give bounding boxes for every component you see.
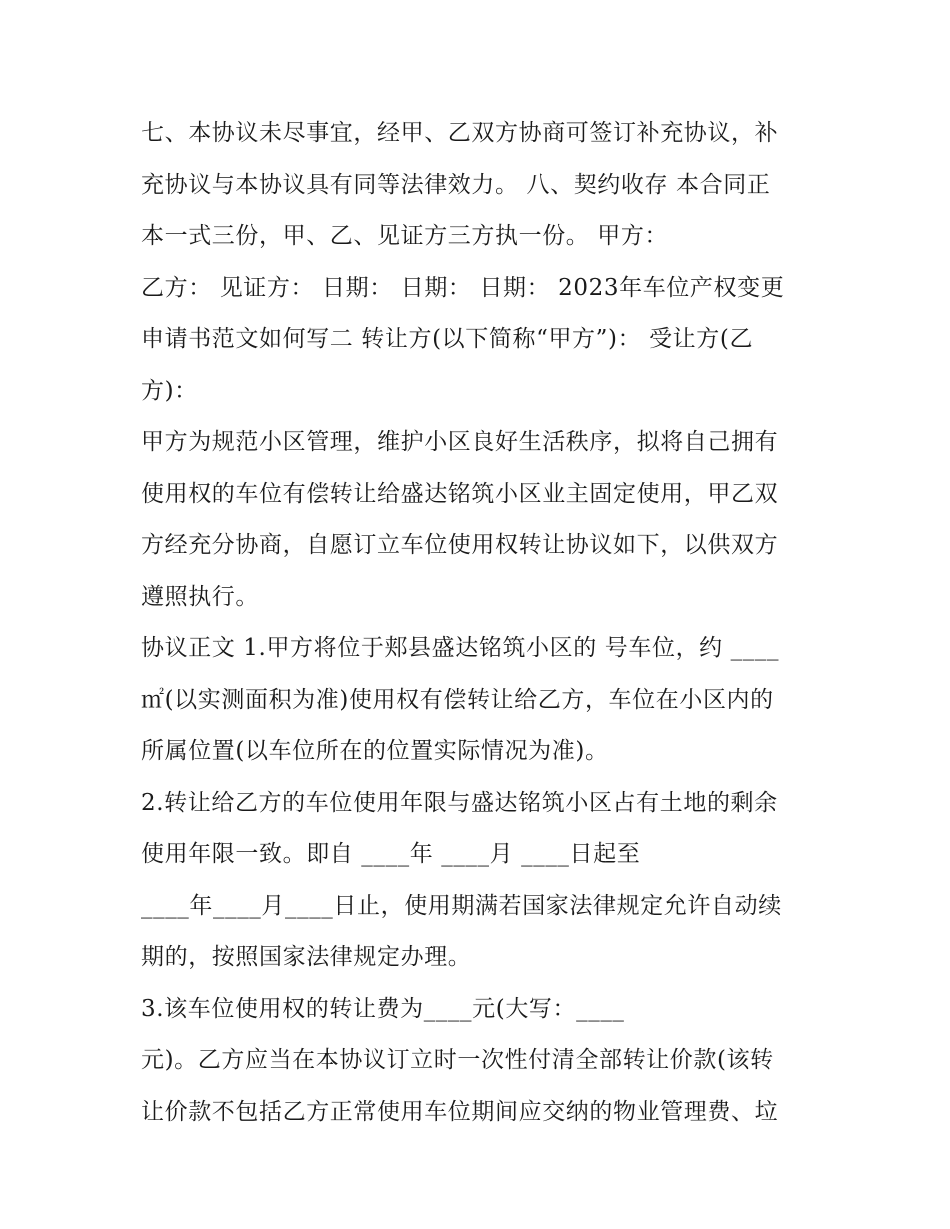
text-line: 乙方： 见证方： 日期： 日期： 日期： 2023年车位产权变更 xyxy=(141,274,785,301)
text-line: 元)。乙方应当在本协议订立时一次性付清全部转让价款(该转 xyxy=(141,1047,774,1073)
text-line: 期的，按照国家法律规定办理。 xyxy=(141,944,472,970)
text-line: 所属位置(以车位所在的位置实际情况为准)。 xyxy=(141,738,609,764)
text-line: 使用权的车位有偿转让给盛达铭筑小区业主固定使用，甲乙双 xyxy=(141,480,779,507)
text-line: 方经充分协商，自愿订立车位使用权转让协议如下，以供双方 xyxy=(141,532,779,558)
text-line: 充协议与本协议具有同等法律效力。 八、契约收存 本合同正 xyxy=(141,171,771,198)
text-line: 甲方为规范小区管理，维护小区良好生活秩序，拟将自己拥有 xyxy=(141,429,779,455)
document-body xyxy=(141,108,813,1138)
text-line: 2.转让给乙方的车位使用年限与盛达铭筑小区占有土地的剩余 xyxy=(141,789,778,816)
text-line: 使用年限一致。即自 ____年 ____月 ____日起至 xyxy=(141,841,641,867)
text-line: 协议正文 1.甲方将位于郏县盛达铭筑小区的 号车位，约 ____ xyxy=(141,635,780,661)
text-line: 本一式三份，甲、乙、见证方三方执一份。 甲方： xyxy=(141,223,669,249)
text-line: ㎡(以实测面积为准)使用权有偿转让给乙方，车位在小区内的 xyxy=(141,686,774,713)
text-line: 申请书范文如何写二 转让方(以下简称“甲方”)： 受让方(乙 xyxy=(141,326,754,352)
text-line: 七、本协议未尽事宜，经甲、乙双方协商可签订补充协议，补 xyxy=(141,120,779,146)
text-line: 让价款不包括乙方正常使用车位期间应交纳的物业管理费、垃 xyxy=(141,1098,779,1125)
text-line: 3.该车位使用权的转让费为____元(大写：____ xyxy=(141,995,625,1022)
text-line: ____年____月____日止，使用期满若国家法律规定允许自动续 xyxy=(141,892,782,919)
text-line: 遵照执行。 xyxy=(141,583,259,610)
text-line: 方)： xyxy=(141,377,198,404)
